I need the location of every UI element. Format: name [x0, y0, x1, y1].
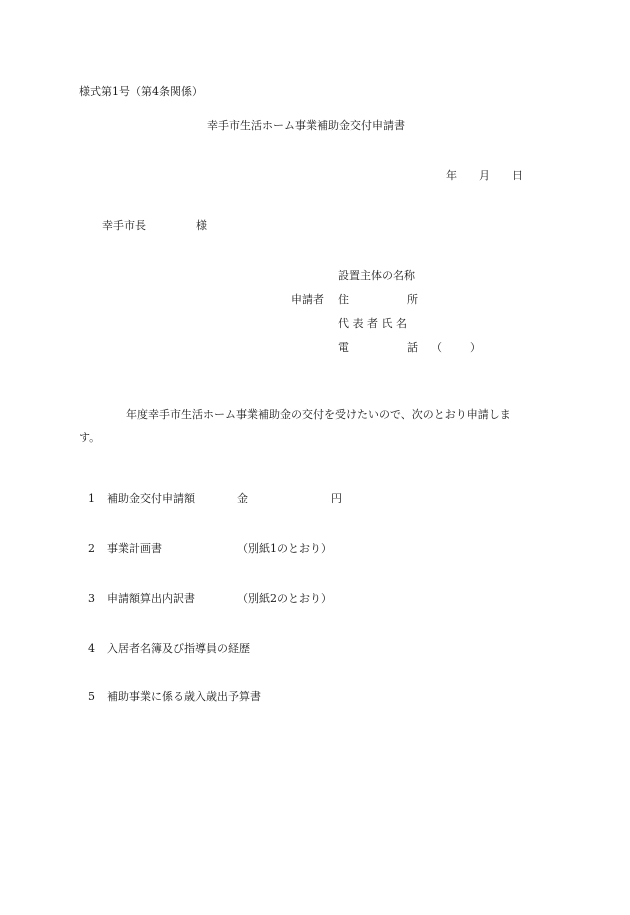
list-item	[88, 492, 342, 505]
amount-prefix: 金	[237, 492, 248, 505]
phone-label-start: 電	[338, 341, 349, 354]
body-text-line-2: す。	[79, 431, 101, 444]
date-day-label: 日	[512, 169, 523, 182]
item-note: （別紙2のとおり）	[237, 592, 332, 605]
phone-parentheses	[431, 342, 481, 353]
date-year-label: 年	[446, 169, 457, 182]
list-item	[88, 592, 332, 605]
item-number: 5	[88, 690, 95, 703]
body-text-line-1: 年度幸手市生活ホーム事業補助金の交付を受けたいので、次のとおり申請しま	[126, 408, 511, 421]
addressee-name: 幸手市長	[102, 219, 146, 232]
list-item	[88, 542, 332, 555]
date-line	[446, 170, 523, 181]
document-title: 幸手市生活ホーム事業補助金交付申請書	[207, 119, 405, 132]
list-item	[88, 691, 261, 702]
item-number: 1	[88, 492, 95, 505]
item-label: 事業計画書	[107, 542, 162, 555]
item-label: 補助金交付申請額	[107, 492, 195, 505]
item-number: 4	[88, 642, 95, 655]
phone-row	[338, 341, 481, 354]
phone-paren-close: ）	[470, 341, 481, 354]
establisher-name-label: 設置主体の名称	[338, 269, 415, 282]
item-label: 入居者名簿及び指導員の経歴	[107, 642, 250, 655]
addressee	[102, 220, 207, 231]
item-number: 3	[88, 592, 95, 605]
address-label-end: 所	[407, 293, 418, 306]
phone-paren-open: （	[431, 341, 442, 354]
list-item	[88, 643, 250, 654]
applicant-caption: 申請者	[291, 293, 324, 306]
amount-unit: 円	[331, 492, 342, 505]
address-label-start: 住	[338, 293, 349, 306]
representative-name-label: 代 表 者 氏 名	[338, 317, 407, 330]
item-label: 申請額算出内訳書	[107, 592, 195, 605]
item-number: 2	[88, 542, 95, 555]
date-month-label: 月	[479, 169, 490, 182]
form-number-label: 様式第1号（第4条関係）	[79, 85, 203, 98]
item-label: 補助事業に係る歳入歳出予算書	[107, 690, 261, 703]
item-note: （別紙1のとおり）	[237, 542, 332, 555]
address-row	[338, 293, 418, 306]
phone-label-end: 話	[407, 341, 418, 354]
addressee-honorific: 様	[196, 219, 207, 232]
